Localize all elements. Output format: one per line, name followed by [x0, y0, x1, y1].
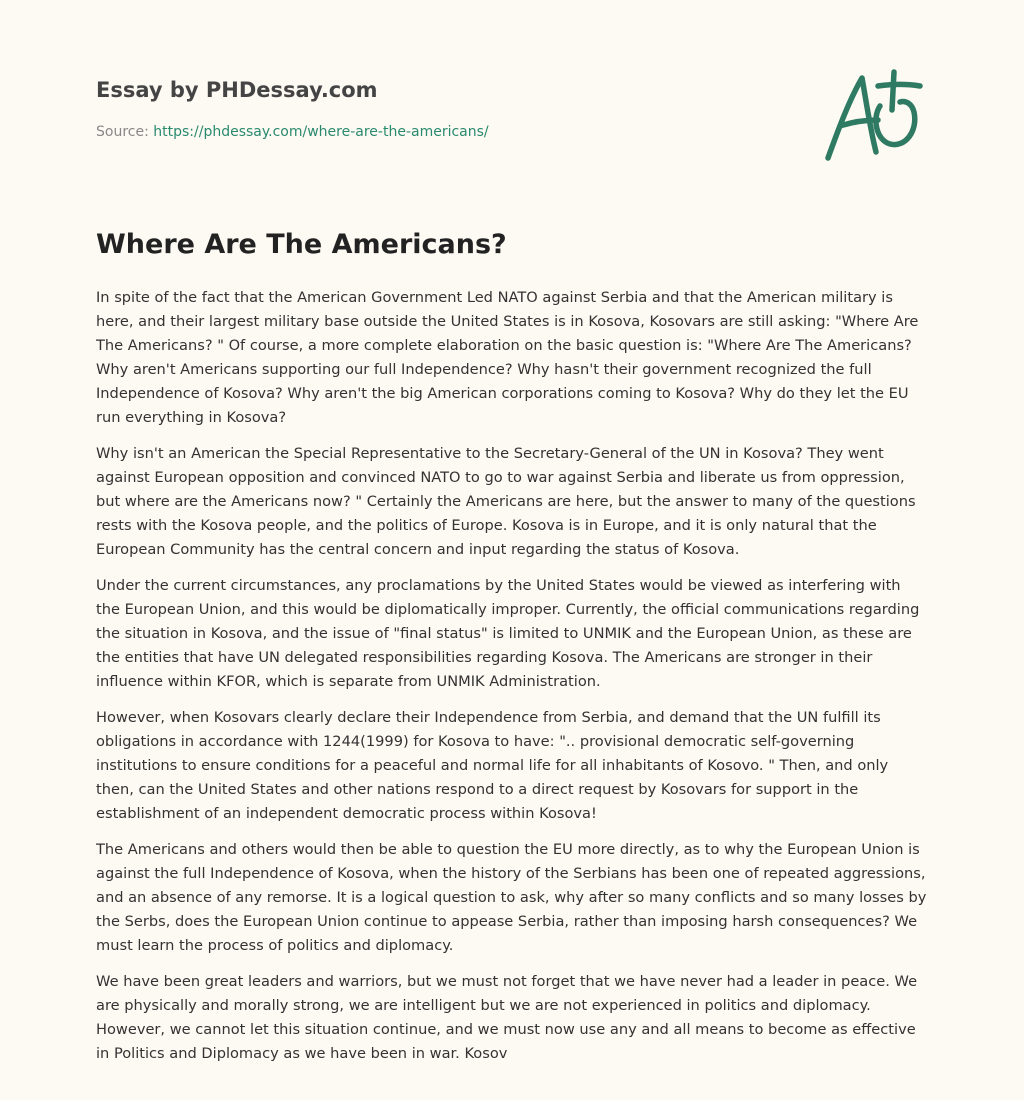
essay-body: [96, 286, 928, 1078]
source-line: [96, 122, 796, 142]
essay-paragraph: We have been great leaders and warriors, but we must not forget that we have never had a leader in peace. We are physically and morally strong, we are intelligent but we are not experienced in politics and diplomacy. However, we cannot let this situation continue, and we must now use any and all means to become as effective in Politics and Diplomacy as we have been in war. Kosov: [96, 973, 918, 1062]
source-label: Source:: [96, 124, 154, 140]
a-plus-logo-icon: [822, 66, 930, 166]
source-link[interactable]: https://phdessay.com/where-are-the-americans/: [153, 124, 489, 140]
essay-paragraph: However, when Kosovars clearly declare their Independence from Serbia, and demand that the UN fulfill its obligations in accordance with 1244(1999) for Kosova to have: ".. provisional democratic self-governing institutions to ensure conditions for a peaceful and normal life for all inhabitants of Kosovo. " Then, and only then, can the United States and other nations respond to a direct request by Kosovars for support in the establishment of an independent democratic process within Kosova!: [96, 709, 889, 822]
essay-paragraph: The Americans and others would then be able to question the EU more directly, as to why the European Union is against the full Independence of Kosova, when the history of the Serbians has been one of repeated aggressions, and an absence of any remorse. It is a logical question to ask, why after so many conflicts and so many losses by the Serbs, does the European Union continue to appease Serbia, rather than imposing harsh consequences? We must learn the process of politics and diplomacy.: [96, 841, 927, 954]
essay-paragraph: In spite of the fact that the American Government Led NATO against Serbia and that the American military is here, and their largest military base outside the United States is in Kosova, Kosovars are still asking: "Where Are The Americans? " Of course, a more complete elaboration on the basic question is: "Where Are The Americans? Why aren't Americans supporting our full Independence? Why hasn't their government recognized the full Independence of Kosova? Why aren't the big American corporations coming to Kosova? Why do they let the EU run everything in Kosova?: [96, 289, 919, 426]
site-brand: Essay by PHDessay.com: [96, 78, 378, 102]
essay-paragraph: Why isn't an American the Special Representative to the Secretary-General of the UN in Kosova? They went against European opposition and convinced NATO to go to war against Serbia and liberate us from oppression, but where are the Americans now? " Certainly the Americans are here, but the answer to many of the questions rests with the Kosova people, and the politics of Europe. Kosova is in Europe, and it is only natural that the European Community has the central concern and input regarding the status of Kosova.: [96, 445, 916, 558]
essay-header: [96, 74, 796, 142]
essay-title: Where Are The Americans?: [96, 229, 507, 260]
essay-paragraph: Under the current circumstances, any proclamations by the United States would be viewed as interfering with the European Union, and this would be diplomatically improper. Currently, the official communications regarding the situation in Kosova, and the issue of "final status" is limited to UNMIK and the European Union, as these are the entities that have UN delegated responsibilities regarding Kosova. The Americans are stronger in their influence within KFOR, which is separate from UNMIK Administration.: [96, 577, 920, 690]
